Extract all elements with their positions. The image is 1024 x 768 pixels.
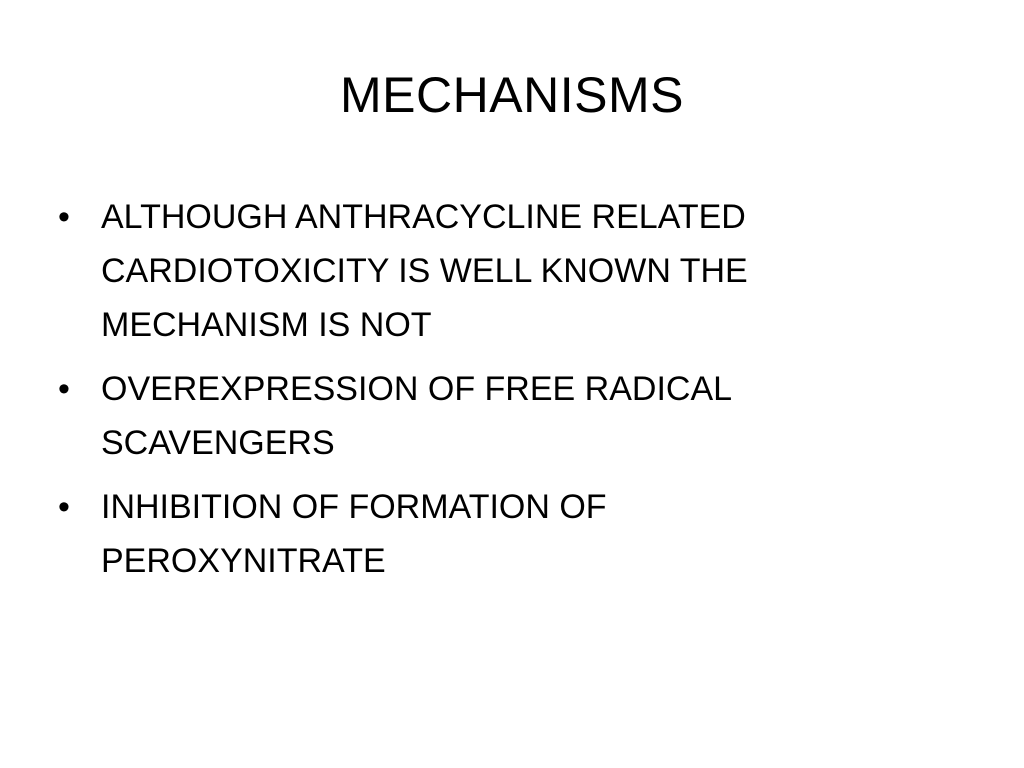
bullet-item	[58, 362, 848, 470]
bullet-marker: •	[58, 488, 70, 526]
bullet-text: INHIBITION OF FORMATION OF PEROXYNITRATE	[101, 488, 607, 580]
bullet-list	[58, 190, 848, 598]
bullet-text: ALTHOUGH ANTHRACYCLINE RELATED CARDIOTOXICITY IS WELL KNOWN THE MECHANISM IS NOT	[101, 198, 748, 344]
bullet-marker: •	[58, 370, 70, 408]
bullet-text: OVEREXPRESSION OF FREE RADICAL SCAVENGERS	[101, 370, 731, 462]
bullet-item	[58, 480, 848, 588]
bullet-marker: •	[58, 198, 70, 236]
bullet-item	[58, 190, 848, 352]
slide-title: MECHANISMS	[340, 67, 684, 123]
